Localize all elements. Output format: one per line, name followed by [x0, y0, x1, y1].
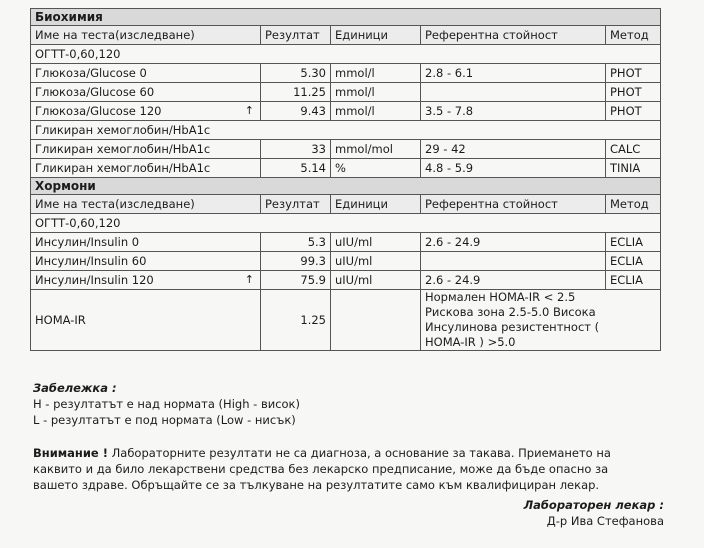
test-method: ECLIA [606, 233, 661, 252]
test-result: 75.9 [261, 271, 331, 290]
test-method: TINIA [606, 159, 661, 178]
test-units [331, 290, 421, 351]
test-ref [421, 252, 606, 271]
notes-low-line: L - резултатът е под нормата (Low - нисък) [33, 413, 296, 427]
test-name: Гликиран хемоглобин/HbA1c [31, 159, 261, 178]
section-title-biochemistry: Биохимия [31, 9, 661, 26]
group-label: Гликиран хемоглобин/HbA1c [31, 121, 661, 140]
homa-ref-line: Нормален HOMA-IR < 2.5 [425, 290, 576, 304]
test-name-cell [31, 102, 261, 121]
test-name: Инсулин/Insulin 0 [31, 233, 261, 252]
test-result: 1.25 [261, 290, 331, 351]
warning-label: Внимание ! [33, 446, 108, 460]
warning-block [33, 445, 653, 493]
header-result: Резултат [261, 26, 331, 45]
header-ref: Референтна стойност [421, 195, 606, 214]
test-result: 5.30 [261, 64, 331, 83]
test-ref [421, 83, 606, 102]
test-method: ECLIA [606, 252, 661, 271]
test-result: 5.3 [261, 233, 331, 252]
homa-ref-line: Рискова зона 2.5-5.0 Висока [425, 305, 596, 319]
header-units: Единици [331, 195, 421, 214]
test-ref: 2.6 - 24.9 [421, 271, 606, 290]
header-ref: Референтна стойност [421, 26, 606, 45]
doctor-name: Д-р Ива Стефанова [546, 514, 664, 528]
table-row [31, 252, 661, 271]
test-units: mmol/l [331, 83, 421, 102]
notes-high-line: H - резултатът е над нормата (High - висок) [33, 397, 300, 411]
test-units: uIU/ml [331, 271, 421, 290]
test-ref: 3.5 - 7.8 [421, 102, 606, 121]
test-units: uIU/ml [331, 233, 421, 252]
test-result: 33 [261, 140, 331, 159]
test-result: 5.14 [261, 159, 331, 178]
header-result: Резултат [261, 195, 331, 214]
table-row [31, 140, 661, 159]
header-name: Име на теста(изследване) [31, 195, 261, 214]
test-ref: 4.8 - 5.9 [421, 159, 606, 178]
test-units: uIU/ml [331, 252, 421, 271]
group-label: ОГТТ-0,60,120 [31, 45, 661, 64]
table-row [31, 233, 661, 252]
test-name: Инсулин/Insulin 60 [31, 252, 261, 271]
high-flag-icon: ↑ [244, 104, 254, 117]
test-name-cell [31, 271, 261, 290]
high-flag-icon: ↑ [244, 273, 254, 286]
doctor-title: Лабораторен лекар : [523, 498, 664, 512]
table-header [31, 26, 661, 45]
homa-ref-line: Инсулинова резистентност ( [425, 320, 600, 334]
table-row [31, 290, 661, 351]
test-name: Глюкоза/Glucose 60 [31, 83, 261, 102]
test-units: mmol/l [331, 64, 421, 83]
table-row [31, 159, 661, 178]
table-row [31, 64, 661, 83]
table-row [31, 83, 661, 102]
test-name: Инсулин/Insulin 120 [35, 273, 154, 287]
test-result: 99.3 [261, 252, 331, 271]
test-name: Гликиран хемоглобин/HbA1c [31, 140, 261, 159]
test-ref: 29 - 42 [421, 140, 606, 159]
test-method: PHOT [606, 102, 661, 121]
test-method: CALC [606, 140, 661, 159]
doctor-signature [524, 497, 664, 529]
results-table [30, 8, 661, 351]
test-method: PHOT [606, 83, 661, 102]
test-units: % [331, 159, 421, 178]
header-method: Метод [606, 195, 661, 214]
lab-report-sheet [30, 8, 660, 351]
warning-text: Лабораторните резултати не са диагноза, а основание за такава. Приемането на каквито и да било лекарствени средства без лекарско предписание, може да бъде опасно за вашето здраве. Обръщайте се за тълкуване на резултатите само към квалифициран лекар. [33, 446, 611, 492]
test-method: PHOT [606, 64, 661, 83]
notes-title: Забележка : [33, 381, 117, 395]
test-units: mmol/mol [331, 140, 421, 159]
table-row [31, 271, 661, 290]
test-units: mmol/l [331, 102, 421, 121]
test-result: 11.25 [261, 83, 331, 102]
table-row [31, 102, 661, 121]
notes-block [33, 380, 663, 428]
header-units: Единици [331, 26, 421, 45]
table-header [31, 195, 661, 214]
group-label: ОГТТ-0,60,120 [31, 214, 661, 233]
test-name: Глюкоза/Glucose 0 [31, 64, 261, 83]
test-result: 9.43 [261, 102, 331, 121]
test-ref: 2.6 - 24.9 [421, 233, 606, 252]
homa-ref-line: HOMA-IR ) >5.0 [425, 335, 516, 349]
homa-reference [421, 290, 661, 351]
test-ref: 2.8 - 6.1 [421, 64, 606, 83]
header-method: Метод [606, 26, 661, 45]
test-name: Глюкоза/Glucose 120 [35, 104, 162, 118]
test-name: HOMA-IR [31, 290, 261, 351]
header-name: Име на теста(изследване) [31, 26, 261, 45]
test-method: ECLIA [606, 271, 661, 290]
section-title-hormones: Хормони [31, 178, 661, 195]
